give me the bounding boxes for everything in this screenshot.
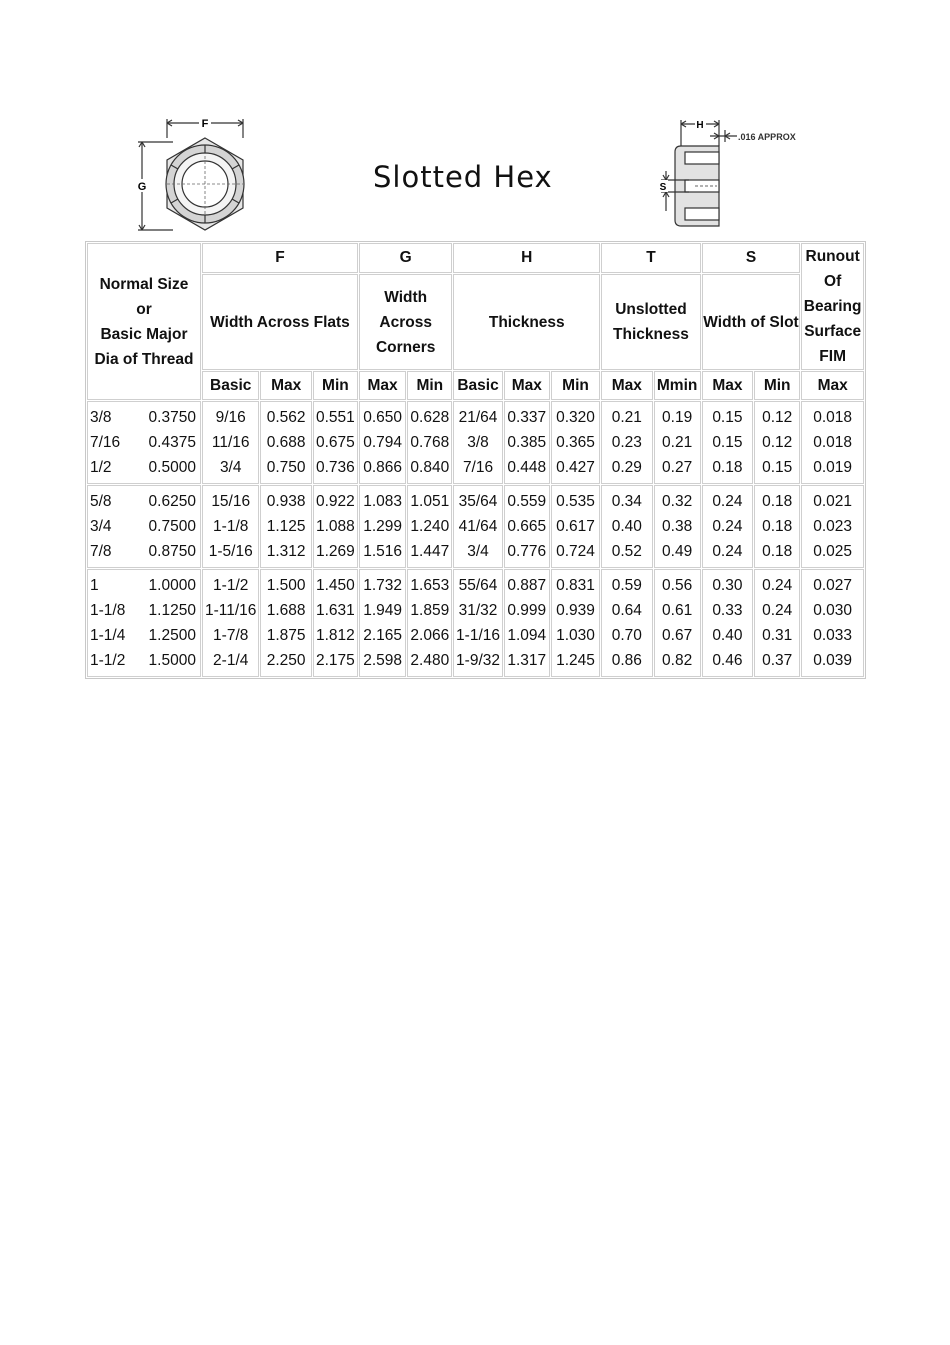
cell-value: 2.250 <box>266 652 306 669</box>
table-cell <box>359 569 406 677</box>
cell-value: 9/16 <box>215 409 246 426</box>
cell-value: 0.24 <box>712 543 743 560</box>
decimal-size: 0.3750 <box>148 409 196 426</box>
cell-value: 0.617 <box>556 518 595 535</box>
table-cell <box>551 401 600 484</box>
table-cell <box>202 485 260 568</box>
runout-header-line: Bearing <box>803 298 862 315</box>
decimal-size: 1.2500 <box>148 627 196 644</box>
size-row <box>88 539 200 564</box>
cell-value: 0.562 <box>266 409 306 426</box>
page-title: Slotted Hex <box>373 160 553 194</box>
size-header-line: Basic Major <box>100 325 188 343</box>
cell-value: 0.30 <box>712 577 743 594</box>
cell-value: 0.039 <box>813 652 853 669</box>
cell-value: 0.385 <box>507 434 547 451</box>
cell-value: 0.938 <box>266 493 306 510</box>
decimal-size: 1.0000 <box>148 577 196 594</box>
runout-header-line: Runout <box>805 248 860 265</box>
cell-value: 1.516 <box>363 543 402 560</box>
cell-value: 0.448 <box>507 459 547 476</box>
runout-header <box>801 243 864 370</box>
cell-value: 1-5/16 <box>208 543 253 560</box>
cell-value: 0.59 <box>611 577 642 594</box>
nominal-size: 1 <box>90 577 99 594</box>
cell-value: 2.066 <box>410 627 450 644</box>
cell-value: 0.18 <box>712 459 743 476</box>
size-row <box>88 455 200 480</box>
table-cell <box>407 569 452 677</box>
cell-value: 0.922 <box>316 493 355 510</box>
table-cell <box>654 401 701 484</box>
nominal-size: 3/4 <box>90 518 112 535</box>
cell-value: 0.831 <box>556 577 595 594</box>
cell-value: 0.018 <box>813 409 853 426</box>
table-cell <box>260 485 311 568</box>
cell-value: 0.665 <box>507 518 547 535</box>
cell-value: 1.447 <box>410 543 450 560</box>
cell-value: 0.12 <box>762 434 793 451</box>
svg-text:F: F <box>201 118 209 130</box>
size-row <box>88 573 200 598</box>
cell-value: 0.40 <box>611 518 642 535</box>
table-cell <box>702 401 753 484</box>
table-cell <box>407 401 452 484</box>
cell-value: 31/32 <box>458 602 498 619</box>
table-cell <box>260 569 311 677</box>
size-row <box>88 514 200 539</box>
nominal-size: 7/8 <box>90 543 112 560</box>
cell-value: 41/64 <box>458 518 498 535</box>
cell-value: 1-7/8 <box>213 627 249 644</box>
cell-value: 1.812 <box>316 627 355 644</box>
cell-value: 1.500 <box>266 577 306 594</box>
size-cell <box>87 485 201 568</box>
cell-value: 0.70 <box>611 627 642 644</box>
col-header: Min <box>551 371 600 400</box>
table-row-block <box>87 569 864 677</box>
cell-value: 0.32 <box>662 493 693 510</box>
cell-value: 0.320 <box>556 409 595 426</box>
cell-value: 0.628 <box>410 409 450 426</box>
cell-value: 0.24 <box>762 602 793 619</box>
size-row <box>88 648 200 673</box>
table-cell <box>407 485 452 568</box>
cell-value: 0.12 <box>762 409 793 426</box>
cell-value: 1.859 <box>410 602 450 619</box>
nominal-size: 3/8 <box>90 409 112 426</box>
col-header: Max <box>601 371 652 400</box>
group-desc-s: Width of Slot <box>702 274 801 370</box>
runout-header-line: Of <box>824 273 842 290</box>
cell-value: 0.86 <box>611 652 642 669</box>
approx-note: .016 APPROX <box>738 132 796 142</box>
cell-value: 1-1/2 <box>213 577 249 594</box>
size-row <box>88 430 200 455</box>
cell-value: 55/64 <box>458 577 498 594</box>
nut-top-view-diagram <box>133 116 263 238</box>
cell-value: 0.794 <box>363 434 402 451</box>
runout-header-line: FIM <box>819 348 846 365</box>
table-cell <box>313 485 358 568</box>
cell-value: 0.49 <box>662 543 693 560</box>
cell-value: 1.030 <box>556 627 595 644</box>
col-header: Max <box>702 371 753 400</box>
svg-text:G: G <box>137 181 147 193</box>
cell-value: 0.866 <box>363 459 402 476</box>
cell-value: 0.675 <box>316 434 355 451</box>
group-desc-f: Width Across Flats <box>202 274 358 370</box>
cell-value: 0.750 <box>266 459 306 476</box>
table-cell <box>504 485 550 568</box>
table-cell <box>202 401 260 484</box>
table-cell <box>260 401 311 484</box>
table-cell <box>601 401 652 484</box>
cell-value: 1.949 <box>363 602 402 619</box>
table-cell <box>453 401 502 484</box>
cell-value: 0.033 <box>813 627 853 644</box>
table-cell <box>654 569 701 677</box>
nominal-size: 1-1/2 <box>90 652 126 669</box>
cell-value: 1.094 <box>507 627 547 644</box>
cell-value: 1-11/16 <box>205 602 257 619</box>
col-header: Max <box>359 371 406 400</box>
cell-value: 1-1/16 <box>456 627 500 644</box>
nut-side-view-diagram <box>655 116 820 238</box>
dimension-label-h <box>695 118 706 131</box>
cell-value: 1.299 <box>363 518 402 535</box>
cell-value: 0.24 <box>712 493 743 510</box>
size-row <box>88 598 200 623</box>
cell-value: 0.15 <box>712 409 743 426</box>
cell-value: 0.46 <box>712 652 743 669</box>
cell-value: 0.64 <box>611 602 642 619</box>
cell-value: 0.38 <box>662 518 693 535</box>
cell-value: 15/16 <box>211 493 251 510</box>
table-cell <box>359 485 406 568</box>
cell-value: 0.724 <box>556 543 595 560</box>
size-header-line: or <box>136 300 152 318</box>
cell-value: 35/64 <box>458 493 498 510</box>
cell-value: 1.051 <box>410 493 450 510</box>
decimal-size: 0.5000 <box>148 459 196 476</box>
cell-value: 3/4 <box>467 543 489 560</box>
size-header <box>87 243 201 400</box>
table-cell <box>601 569 652 677</box>
size-cell <box>87 401 201 484</box>
col-header: Basic <box>453 371 502 400</box>
cell-value: 2-1/4 <box>213 652 249 669</box>
cell-value: 1.653 <box>410 577 450 594</box>
decimal-size: 1.5000 <box>148 652 196 669</box>
cell-value: 2.598 <box>363 652 402 669</box>
cell-value: 0.736 <box>316 459 355 476</box>
cell-value: 0.840 <box>410 459 450 476</box>
table-cell <box>453 485 502 568</box>
table-cell <box>504 401 550 484</box>
col-header: Min <box>313 371 358 400</box>
cell-value: 0.37 <box>762 652 793 669</box>
cell-value: 1-1/8 <box>213 518 249 535</box>
cell-value: 0.999 <box>507 602 547 619</box>
size-row <box>88 623 200 648</box>
cell-value: 1.875 <box>266 627 306 644</box>
table-header <box>87 243 864 400</box>
size-cell <box>87 569 201 677</box>
table-cell <box>654 485 701 568</box>
cell-value: 1.732 <box>363 577 402 594</box>
table-cell <box>754 401 800 484</box>
decimal-size: 0.6250 <box>148 493 196 510</box>
table-cell <box>754 485 800 568</box>
cell-value: 0.52 <box>611 543 642 560</box>
cell-value: 0.15 <box>762 459 793 476</box>
group-letter-s: S <box>702 243 801 273</box>
cell-value: 0.939 <box>556 602 595 619</box>
cell-value: 0.40 <box>712 627 743 644</box>
cell-value: 1.083 <box>363 493 402 510</box>
cell-value: 0.688 <box>266 434 306 451</box>
size-header-line: Normal Size <box>99 275 189 293</box>
nominal-size: 1-1/8 <box>90 602 126 619</box>
cell-value: 0.021 <box>813 493 853 510</box>
cell-value: 0.365 <box>556 434 595 451</box>
cell-value: 0.535 <box>556 493 595 510</box>
table-cell <box>453 569 502 677</box>
cell-value: 0.018 <box>813 434 853 451</box>
table-cell <box>551 569 600 677</box>
decimal-size: 0.8750 <box>148 543 196 560</box>
table-cell <box>504 569 550 677</box>
cell-value: 0.650 <box>363 409 402 426</box>
cell-value: 0.19 <box>662 409 693 426</box>
cell-value: 0.23 <box>611 434 642 451</box>
cell-value: 0.21 <box>662 434 693 451</box>
table-body <box>87 401 864 677</box>
cell-value: 0.18 <box>762 518 793 535</box>
cell-value: 0.33 <box>712 602 743 619</box>
group-desc-g: Width Across Corners <box>359 274 452 370</box>
cell-value: 21/64 <box>458 409 498 426</box>
group-letter-t: T <box>601 243 701 273</box>
group-desc-h: Thickness <box>453 274 600 370</box>
cell-value: 0.24 <box>712 518 743 535</box>
cell-value: 3/8 <box>467 434 489 451</box>
cell-value: 3/4 <box>219 459 242 476</box>
cell-value: 0.019 <box>813 459 853 476</box>
nominal-size: 1-1/4 <box>90 627 126 644</box>
decimal-size: 1.1250 <box>148 602 196 619</box>
table-row-block <box>87 485 864 568</box>
cell-value: 0.18 <box>762 493 793 510</box>
table-cell <box>754 569 800 677</box>
cell-value: 0.61 <box>662 602 693 619</box>
cell-value: 0.29 <box>611 459 642 476</box>
col-header: Mmin <box>654 371 701 400</box>
cell-value: 0.027 <box>813 577 853 594</box>
cell-value: 0.776 <box>507 543 547 560</box>
cell-value: 0.025 <box>813 543 853 560</box>
cell-value: 1.125 <box>266 518 306 535</box>
dimension-label-g <box>136 179 148 193</box>
svg-text:S: S <box>659 182 667 193</box>
cell-value: 2.165 <box>363 627 402 644</box>
cell-value: 0.27 <box>662 459 693 476</box>
cell-value: 0.551 <box>316 409 355 426</box>
cell-value: 0.030 <box>813 602 853 619</box>
table-cell <box>202 569 260 677</box>
col-header: Basic <box>202 371 260 400</box>
table-row-block <box>87 401 864 484</box>
group-letter-f: F <box>202 243 358 273</box>
cell-value: 1.450 <box>316 577 355 594</box>
cell-value: 0.18 <box>762 543 793 560</box>
runout-header-line: Surface <box>804 323 862 340</box>
dimension-label-f <box>199 117 211 130</box>
cell-value: 2.480 <box>410 652 450 669</box>
cell-value: 0.82 <box>662 652 693 669</box>
cell-value: 1.312 <box>266 543 306 560</box>
cell-value: 0.21 <box>611 409 642 426</box>
cell-value: 0.56 <box>662 577 693 594</box>
cell-value: 1-9/32 <box>456 652 500 669</box>
cell-value: 11/16 <box>211 434 250 451</box>
group-letter-h: H <box>453 243 600 273</box>
cell-value: 0.34 <box>611 493 642 510</box>
cell-value: 2.175 <box>316 652 355 669</box>
cell-value: 0.337 <box>507 409 547 426</box>
dimension-table <box>85 241 866 679</box>
col-header: Max <box>260 371 311 400</box>
col-header: Min <box>754 371 800 400</box>
cell-value: 0.023 <box>813 518 853 535</box>
nominal-size: 7/16 <box>90 434 121 451</box>
table-cell <box>551 485 600 568</box>
table-cell <box>801 401 864 484</box>
table-cell <box>801 485 864 568</box>
table-cell <box>313 569 358 677</box>
cell-value: 0.887 <box>507 577 547 594</box>
col-header: Min <box>407 371 452 400</box>
cell-value: 0.15 <box>712 434 743 451</box>
col-header: Max <box>504 371 550 400</box>
cell-value: 0.427 <box>556 459 595 476</box>
size-row <box>88 489 200 514</box>
svg-text:H: H <box>696 120 704 131</box>
nominal-size: 5/8 <box>90 493 112 510</box>
decimal-size: 0.4375 <box>148 434 196 451</box>
cell-value: 1.688 <box>266 602 306 619</box>
cell-value: 1.269 <box>316 543 355 560</box>
cell-value: 0.559 <box>507 493 547 510</box>
cell-value: 0.24 <box>762 577 793 594</box>
table-cell <box>601 485 652 568</box>
cell-value: 7/16 <box>462 459 494 476</box>
nominal-size: 1/2 <box>90 459 112 476</box>
cell-value: 1.631 <box>316 602 355 619</box>
cell-value: 1.317 <box>507 652 547 669</box>
cell-value: 1.240 <box>410 518 450 535</box>
table-cell <box>801 569 864 677</box>
table-cell <box>702 485 753 568</box>
cell-value: 0.31 <box>762 627 793 644</box>
table-cell <box>359 401 406 484</box>
cell-value: 1.245 <box>556 652 595 669</box>
table-cell <box>313 401 358 484</box>
size-row <box>88 405 200 430</box>
cell-value: 0.67 <box>662 627 693 644</box>
dimension-label-s <box>658 180 668 193</box>
table-cell <box>702 569 753 677</box>
group-letter-g: G <box>359 243 452 273</box>
cell-value: 1.088 <box>316 518 355 535</box>
col-header: Max <box>801 371 864 400</box>
decimal-size: 0.7500 <box>148 518 196 535</box>
group-desc-t: Unslotted Thickness <box>601 274 701 370</box>
cell-value: 0.768 <box>410 434 450 451</box>
size-header-line: Dia of Thread <box>94 350 194 368</box>
